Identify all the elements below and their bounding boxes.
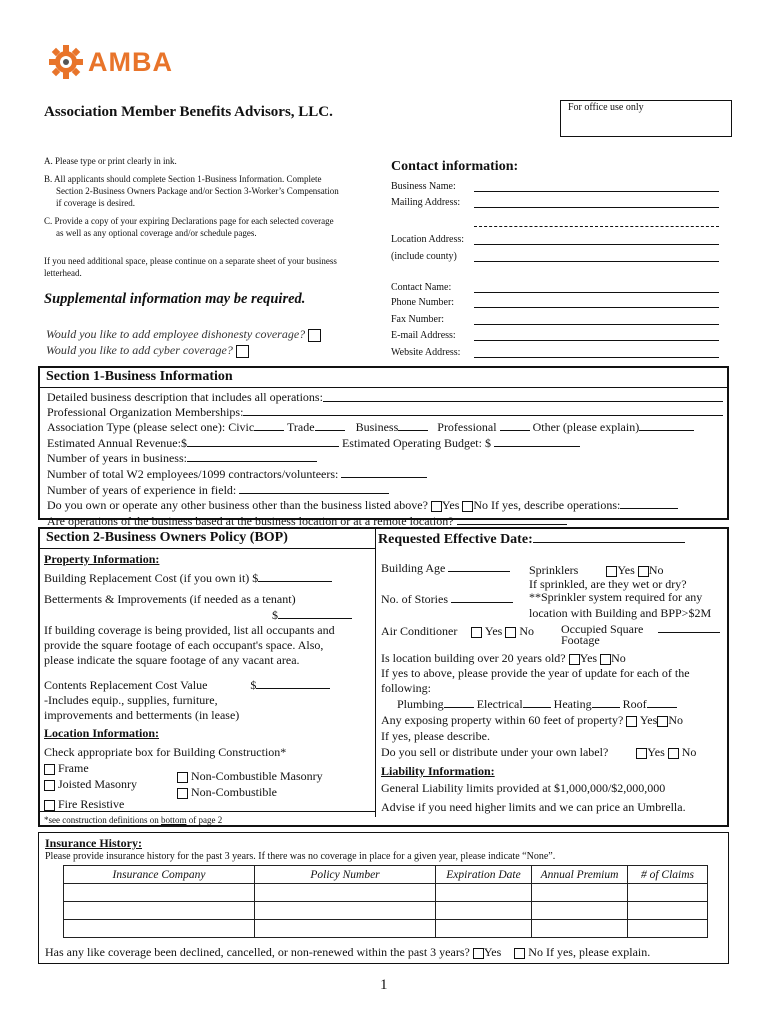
mailing-address-label: Mailing Address: <box>391 197 461 208</box>
history-cell[interactable] <box>255 920 436 938</box>
history-cell[interactable] <box>532 884 628 902</box>
business-name-label: Business Name: <box>391 181 456 192</box>
exposing-yes-checkbox[interactable] <box>626 716 637 727</box>
own-label-yes-label: Yes <box>647 745 665 759</box>
trade-field[interactable] <box>315 419 345 431</box>
employees-field[interactable] <box>341 466 427 478</box>
occupied-sqft-line2: Footage <box>561 633 600 647</box>
instruction-b-line1: B. All applicants should complete Section 1-Business Information. Complete <box>44 174 322 184</box>
declined-yes-label: Yes <box>483 945 502 959</box>
plumbing-label: Plumbing <box>397 697 444 711</box>
other-operations-field[interactable] <box>620 497 678 509</box>
insurance-history-table <box>63 865 708 938</box>
years-in-business-label: Number of years in business: <box>47 451 187 466</box>
contents-field[interactable] <box>256 677 330 689</box>
betterments-field[interactable] <box>278 607 352 619</box>
air-yes-label: Yes <box>484 624 503 638</box>
website-field[interactable] <box>474 357 719 358</box>
trade-label: Trade <box>287 420 315 435</box>
roof-field[interactable] <box>647 696 677 708</box>
mailing-address-field-2[interactable] <box>474 226 719 227</box>
contact-title: Contact information: <box>391 159 519 174</box>
exposing-property-label: Any exposing property within 60 feet of property? <box>381 713 624 727</box>
exposing-no-label: No <box>668 713 683 727</box>
other-field[interactable] <box>639 419 694 431</box>
website-label: Website Address: <box>391 347 461 358</box>
business-field[interactable] <box>398 419 428 431</box>
construction-label: Check appropriate box for Building Construction* <box>44 745 287 759</box>
other-business-yes-label: Yes <box>441 498 460 513</box>
betterments-label: Betterments & Improvements (if needed as a tenant) <box>44 592 296 606</box>
company-name: Association Member Benefits Advisors, LLC. <box>44 104 333 120</box>
sprinklers-label: Sprinklers <box>529 563 579 577</box>
section2-left <box>44 552 374 812</box>
fire-resistive-checkbox[interactable] <box>44 800 55 811</box>
contact-name-field[interactable] <box>474 292 719 293</box>
insurance-history-description: Please provide insurance history for the past 3 years. If there was no coverage in place for a given year, please indicate “None”. <box>45 851 556 862</box>
section2-title: Section 2-Business Owners Policy (BOP) <box>46 530 288 545</box>
sprinkled-wet-dry-label: If sprinkled, are they wet or dry? <box>529 577 687 591</box>
sprinklers-no-label: No <box>648 563 664 577</box>
sprinkler-required-line2: location with Building and BPP>$2M <box>529 606 712 620</box>
years-experience-field[interactable] <box>239 482 389 494</box>
building-coverage-line2: provide the square footage of each occupant's space. Also, <box>44 638 324 652</box>
own-label-no-label: No <box>681 745 697 759</box>
business-description-label: Detailed business description that includes all operations: <box>47 390 323 404</box>
update-year-line1: If yes to above, please provide the year of update for each of the <box>381 666 690 680</box>
history-cell[interactable] <box>64 884 255 902</box>
stories-field[interactable] <box>451 591 513 603</box>
memberships-label: Professional Organization Memberships: <box>47 404 244 419</box>
building-age-field[interactable] <box>448 560 510 572</box>
plumbing-field[interactable] <box>444 696 474 708</box>
phone-field[interactable] <box>474 307 719 308</box>
other-business-yes-checkbox[interactable] <box>431 501 442 512</box>
county-field[interactable] <box>474 261 719 262</box>
over-20-no-checkbox[interactable] <box>600 654 611 665</box>
declined-no-label: No If yes, please explain. <box>528 945 651 959</box>
column-annual-premium: Annual Premium <box>532 866 628 884</box>
joisted-masonry-label: Joisted Masonry <box>58 777 137 791</box>
instructions <box>44 155 379 279</box>
civic-field[interactable] <box>254 419 284 431</box>
over-20-yes-label: Yes <box>579 651 598 665</box>
section1-fields <box>47 390 723 528</box>
column-number-of-claims: # of Claims <box>628 866 708 884</box>
history-cell[interactable] <box>436 902 532 920</box>
non-combustible-label: Non-Combustible <box>191 785 277 799</box>
exposing-yes-label: Yes <box>639 713 658 727</box>
supplemental-note: Supplemental information may be required. <box>44 291 306 307</box>
years-in-business-field[interactable] <box>187 450 317 462</box>
instruction-b-line2: Section 2-Business Owners Package and/or Section 3-Worker’s Compensation <box>56 186 339 196</box>
joisted-masonry-checkbox[interactable] <box>44 780 55 791</box>
definitions-note-c: of page 2 <box>186 815 223 825</box>
email-field[interactable] <box>474 340 719 341</box>
describe-label: If yes, please describe. <box>381 729 490 743</box>
company-logo <box>48 44 198 82</box>
sprinklers-yes-checkbox[interactable] <box>606 566 617 577</box>
sprinklers-yes-label: Yes <box>617 563 635 577</box>
history-cell[interactable] <box>64 902 255 920</box>
property-info-heading: Property Information: <box>44 552 160 566</box>
gear-logo-icon <box>48 44 84 80</box>
definitions-note-b: bottom <box>160 815 187 825</box>
instruction-a: A. Please type or print clearly in ink. <box>44 156 177 166</box>
section1-title: Section 1-Business Information <box>46 369 233 384</box>
contact-name-label: Contact Name: <box>391 282 452 293</box>
history-cell[interactable] <box>255 884 436 902</box>
fax-label: Fax Number: <box>391 314 445 325</box>
requested-date-field[interactable] <box>533 529 685 543</box>
email-label: E-mail Address: <box>391 330 456 341</box>
insurance-history-heading: Insurance History: <box>45 836 142 850</box>
declined-question <box>45 945 650 960</box>
air-no-label: No <box>519 624 535 638</box>
declined-no-checkbox[interactable] <box>514 948 525 959</box>
dishonesty-label: Would you like to add employee dishonesty coverage? <box>46 327 306 341</box>
page-number: 1 <box>380 977 388 993</box>
history-cell[interactable] <box>64 920 255 938</box>
non-combustible-checkbox[interactable] <box>177 788 188 799</box>
employees-label: Number of total W2 employees/1099 contractors/volunteers: <box>47 466 339 481</box>
own-label-question: Do you sell or distribute under your own label? <box>381 745 609 759</box>
other-business-no-checkbox[interactable] <box>462 501 473 512</box>
history-cell[interactable] <box>628 920 708 938</box>
contents-label: Contents Replacement Cost Value <box>44 678 208 692</box>
insurance-history-box <box>38 832 729 964</box>
annual-revenue-field[interactable] <box>187 435 339 447</box>
cyber-label: Would you like to add cyber coverage? <box>46 343 233 357</box>
building-replacement-field[interactable] <box>258 570 332 582</box>
business-name-field[interactable] <box>474 191 719 192</box>
umbrella-advice: Advise if you need higher limits and we can price an Umbrella. <box>381 800 686 814</box>
dishonesty-checkbox[interactable] <box>308 329 321 342</box>
instruction-b-line3: if coverage is desired. <box>56 198 135 208</box>
definitions-note-a: *see construction definitions on <box>44 815 161 825</box>
column-policy-number: Policy Number <box>255 866 436 884</box>
electrical-field[interactable] <box>523 696 551 708</box>
air-no-checkbox[interactable] <box>505 627 516 638</box>
operating-budget-label: Estimated Operating Budget: $ <box>341 435 491 450</box>
column-expiration-date: Expiration Date <box>436 866 532 884</box>
remote-location-label: Are operations of the business based at the business location or at a remote location? <box>47 513 454 528</box>
office-use-label: For office use only <box>568 102 644 113</box>
heating-label: Heating <box>553 697 592 711</box>
logo-wordmark: AMBA <box>88 47 173 77</box>
history-cell[interactable] <box>532 902 628 920</box>
cyber-question <box>46 343 249 358</box>
roof-label: Roof <box>622 697 647 711</box>
non-combustible-masonry-checkbox[interactable] <box>177 772 188 783</box>
building-coverage-line1: If building coverage is being provided, list all occupants and <box>44 623 335 637</box>
declined-label: Has any like coverage been declined, cancelled, or non-renewed within the past 3 years? <box>45 945 470 959</box>
contents-line2: -Includes equip., supplies, furniture, <box>44 693 218 707</box>
table-row <box>64 884 708 902</box>
mailing-address-field[interactable] <box>474 207 719 208</box>
history-cell[interactable] <box>436 884 532 902</box>
include-county-label: (include county) <box>391 251 457 262</box>
history-cell[interactable] <box>255 902 436 920</box>
requested-date-label: Requested Effective Date: <box>378 532 533 547</box>
fax-field[interactable] <box>474 324 719 325</box>
association-type-label: Association Type (please select one): Civic <box>47 420 255 435</box>
additional-space-line2: letterhead. <box>44 268 82 278</box>
air-yes-checkbox[interactable] <box>471 627 482 638</box>
table-row <box>64 920 708 938</box>
dishonesty-question <box>46 327 321 342</box>
stories-label: No. of Stories <box>381 592 448 606</box>
column-insurance-company: Insurance Company <box>64 866 255 884</box>
other-label: Other (please explain) <box>532 420 640 435</box>
table-row <box>64 902 708 920</box>
location-info-heading: Location Information: <box>44 726 159 740</box>
remote-location-field[interactable] <box>457 513 567 525</box>
contents-dollar: $ <box>250 678 257 692</box>
memberships-field[interactable] <box>243 405 723 417</box>
non-combustible-masonry-label: Non-Combustible Masonry <box>191 769 323 783</box>
annual-revenue-label: Estimated Annual Revenue:$ <box>47 435 187 450</box>
building-replacement-label: Building Replacement Cost (if you own it) $ <box>44 571 259 585</box>
operating-budget-field[interactable] <box>494 435 580 447</box>
general-liability-limits: General Liability limits provided at $1,000,000/$2,000,000 <box>381 781 666 795</box>
over-20-no-label: No <box>611 651 626 665</box>
instruction-c-line1: C. Provide a copy of your expiring Declarations page for each selected coverage <box>44 216 334 226</box>
section1-box <box>38 366 729 528</box>
cyber-checkbox[interactable] <box>236 345 249 358</box>
professional-field[interactable] <box>500 419 530 431</box>
occupied-sqft-line1: Occupied Square <box>561 622 644 636</box>
frame-label: Frame <box>58 761 89 775</box>
years-experience-label: Number of years of experience in field: <box>47 482 237 497</box>
building-coverage-line3: please indicate the square footage of any vacant area. <box>44 653 300 667</box>
phone-label: Phone Number: <box>391 297 455 308</box>
other-business-no-label: No If yes, describe operations: <box>473 498 621 513</box>
location-address-label: Location Address: <box>391 234 465 245</box>
building-age-label: Building Age <box>381 561 446 575</box>
occupied-sqft-field[interactable] <box>658 621 720 633</box>
instruction-c-line2: as well as any optional coverage and/or schedule pages. <box>56 228 257 238</box>
declined-yes-checkbox[interactable] <box>473 948 484 959</box>
additional-space-line1: If you need additional space, please continue on a separate sheet of your business <box>44 256 337 266</box>
update-year-line2: following: <box>381 681 431 695</box>
history-cell[interactable] <box>628 902 708 920</box>
history-cell[interactable] <box>628 884 708 902</box>
fire-resistive-label: Fire Resistive <box>58 797 125 811</box>
exposing-no-checkbox[interactable] <box>657 716 668 727</box>
electrical-label: Electrical <box>476 697 523 711</box>
history-cell[interactable] <box>532 920 628 938</box>
contents-line3: improvements and betterments (in lease) <box>44 708 240 722</box>
own-label-no-checkbox[interactable] <box>668 748 679 759</box>
other-business-label: Do you own or operate any other business other than the business listed above? <box>47 498 428 513</box>
business-label: Business <box>355 420 399 435</box>
air-conditioner-label: Air Conditioner <box>381 624 458 638</box>
over-20-years-label: Is location building over 20 years old? <box>381 651 566 665</box>
history-cell[interactable] <box>436 920 532 938</box>
heating-field[interactable] <box>592 696 620 708</box>
sprinklers-no-checkbox[interactable] <box>638 566 649 577</box>
sprinkler-required-line1: **Sprinkler system required for any <box>529 590 703 604</box>
over-20-yes-checkbox[interactable] <box>569 654 580 665</box>
professional-label: Professional <box>437 420 497 435</box>
history-header-row <box>64 866 708 884</box>
liability-info-heading: Liability Information: <box>381 764 495 778</box>
location-address-field[interactable] <box>474 244 719 245</box>
frame-checkbox[interactable] <box>44 764 55 775</box>
construction-definitions-note <box>44 815 222 825</box>
business-description-field[interactable] <box>323 390 723 402</box>
betterments-dollar: $ <box>272 608 278 622</box>
requested-date <box>378 529 685 548</box>
own-label-yes-checkbox[interactable] <box>636 748 647 759</box>
office-use-box <box>560 100 732 137</box>
